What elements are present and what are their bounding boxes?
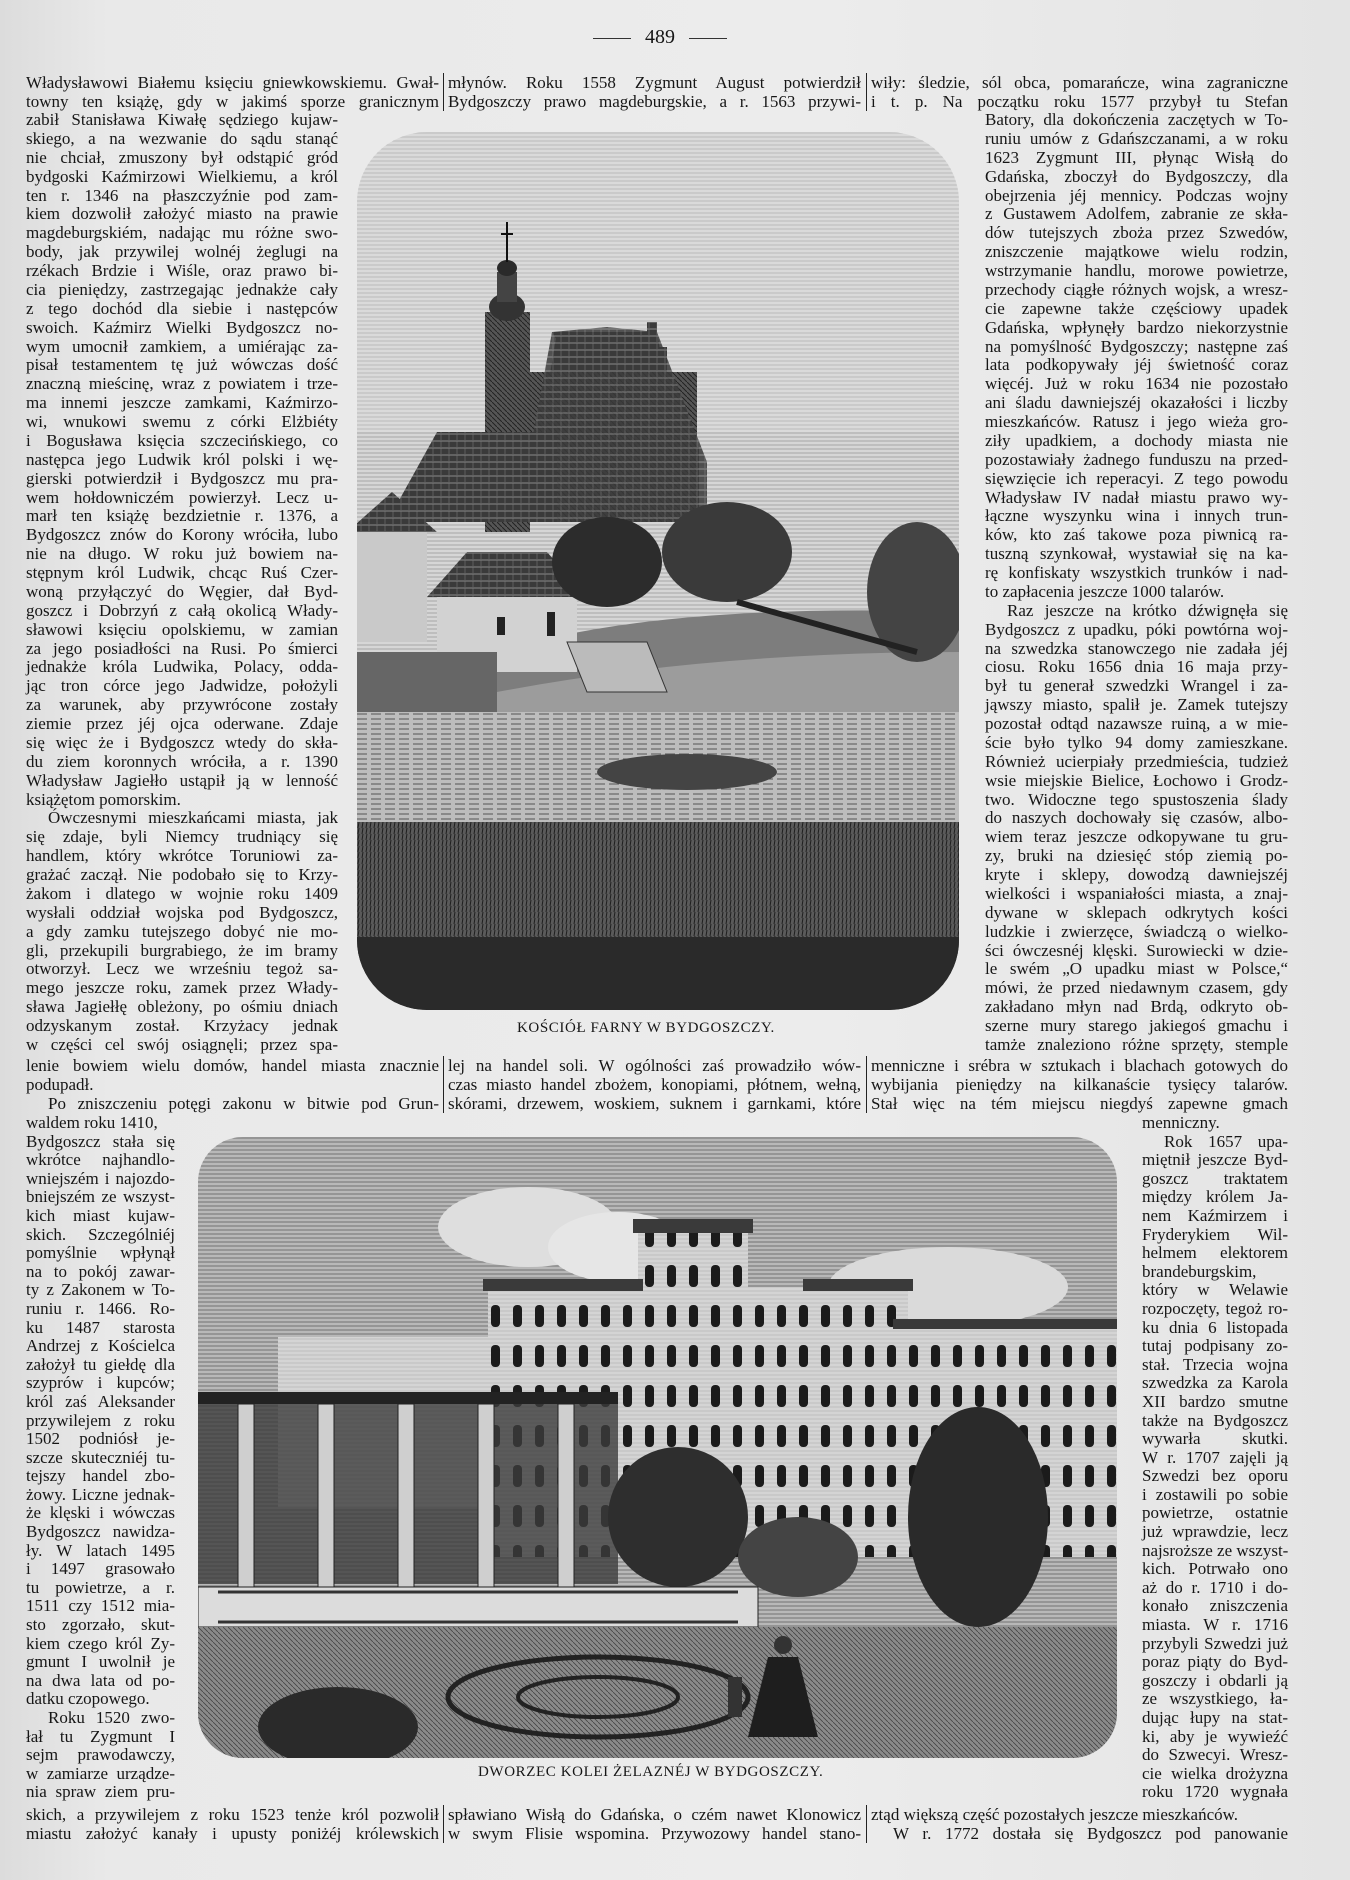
text-line: rę konfiskaty wszystkich trunków i nad- (985, 563, 1288, 582)
text-line: aż do r. 1710 i do- (1142, 1577, 1288, 1597)
text-line: gmunt I uwolnił je (26, 1652, 175, 1672)
text-line: kiem dozwolił założyć miasto na prawie (26, 204, 338, 224)
text-line: następca jego Ludwik król polski i wę- (26, 449, 338, 469)
text-line: i zostawili po sobie (1142, 1484, 1288, 1504)
text-line: stępnym król Ludwik, chcąc Ruś Czer- (26, 563, 338, 582)
dash-left (593, 38, 631, 39)
text-line: Fryderykiem Wil- (1142, 1224, 1288, 1244)
text-line: wsie miejskie Bielice, Łochowo i Grodz- (985, 770, 1288, 790)
text-line: miętnił jeszcze Byd- (1142, 1150, 1288, 1170)
text-line: du ziem koronnych wróciła, a r. 1390 (26, 751, 338, 771)
text-line: W r. 1707 zajęli ją (1142, 1447, 1288, 1467)
text-line: ku 1487 starosta (26, 1317, 175, 1337)
text-line: tu powietrze, a r. (26, 1577, 175, 1597)
text-line: za warunek, aby przywrócone zostały (26, 695, 338, 715)
text-line: łał tu Zygmunt I (26, 1726, 175, 1746)
text-line: spławiano Wisłą do Gdańska, o czém nawet Klonowicz (448, 1805, 861, 1824)
text-line: goszczy i obdarli ją (1142, 1670, 1288, 1690)
text-line: wniejszém i najozdo- (26, 1168, 175, 1188)
text-line: sławowi księciu opolskiemu, w zamian (26, 619, 338, 639)
text-line: to zapłacenia jeszcze 1000 talarów. (985, 581, 1225, 601)
text-line: sięwzięcie ich reperacyi. Z tego powodu (985, 468, 1288, 488)
text-line: ma innemi jeszcze zamkami, Kaźmirzo- (26, 393, 338, 413)
text-line: tejszy handel zbo- (26, 1466, 175, 1486)
text-line: pozostał odtąd nazawsze ruiną, a w mie- (985, 714, 1288, 733)
text-line: szcze skuteczniéj tu- (26, 1447, 175, 1467)
text-line: wstrzymanie handlu, morowe powietrze, (985, 261, 1288, 280)
text-line: podupadł. (26, 1075, 94, 1094)
text-line: pozostawiały żadnego funduszu na przed- (985, 449, 1288, 469)
text-line: kich. Potrwało ono (1142, 1559, 1288, 1579)
text-line: czas miasto handel zbożem, konopiami, płótnem, wełną, (448, 1075, 861, 1094)
text-line: wiły: śledzie, sól obca, pomarańcze, wina zagraniczne (871, 73, 1288, 92)
text-line: ku dnia 6 listopada (1142, 1317, 1288, 1337)
text-line: datku czopowego. (26, 1689, 150, 1709)
text-line: konało zniszczenia (1142, 1596, 1288, 1616)
text-line: nem Kaźmirzem i (1142, 1205, 1288, 1225)
top-right-text (871, 73, 1288, 111)
middle-bottom-text (448, 1805, 861, 1843)
text-line: Bydgoszczy prawo magdeburgskie, a r. 1563 przywi- (448, 92, 861, 111)
text-line: gli, przekupili burgrabiego, że im bramy (26, 940, 338, 960)
text-line: założył tu giełdę dla (26, 1354, 175, 1374)
text-line: cie zapewne także częściowy upadek (985, 298, 1288, 318)
text-line: na pomyślność Bydgoszczy; następne zaś (985, 336, 1288, 356)
text-line: dując łupy na stat- (1142, 1708, 1288, 1727)
text-line: Władysław IV nadał miastu prawo wy- (985, 487, 1288, 507)
left-column-text (26, 111, 338, 1055)
text-line: 1502 podniósł je- (26, 1429, 175, 1449)
left-narrow-text (26, 1114, 175, 1802)
text-line: szerne mury starego jakiegoś gmachu i (985, 1016, 1288, 1035)
text-line: skich, a przywilejem z roku 1523 tenże król pozwolił (26, 1805, 439, 1824)
dash-right (689, 38, 727, 39)
text-line: ków, kto zaś takowe poza piwnicą ra- (985, 525, 1288, 545)
text-line: menniczny. (1142, 1113, 1220, 1132)
text-line: dów tutejszych zboża przez Szwedów, (985, 223, 1288, 243)
text-line: swoich. Kaźmirz Wielki Bydgoszcz no- (26, 317, 338, 337)
text-line: zy, bruki na dziesięć stóp ziemią po- (985, 846, 1288, 866)
text-line: 1511 czy 1512 mia- (26, 1596, 175, 1616)
text-line: nie na długo. W roku już bowiem na- (26, 544, 338, 564)
text-line: handlem, który wkrótce Toruniowi za- (26, 846, 338, 866)
text-line: był tu generał szwedzki Wrangel i za- (985, 676, 1288, 696)
church-engraving (357, 132, 959, 1010)
text-line: żowy. Liczne jednak- (26, 1484, 175, 1504)
column-rule (866, 1056, 867, 1113)
text-line: łączne wyszynku wina i innych trun- (985, 506, 1288, 526)
page-number-text: 489 (645, 26, 675, 48)
text-line: do Szwecyi. Wresz- (1142, 1745, 1288, 1765)
text-line: znaczną mieścinę, wraz z powiatem i trze- (26, 374, 338, 394)
text-line: w części cel swój osiągnęli; przez spa- (26, 1034, 338, 1054)
text-line: goszcz i Dobrzyń z całą okolicą Włady- (26, 600, 338, 620)
text-line: wielkości i wspaniałości miasta, a znaj- (985, 883, 1288, 903)
text-line: jąwszy miasto, spalił je. Zamek tutejszy (985, 695, 1288, 715)
middle-strip-text (448, 1056, 861, 1113)
text-line: który w Welawie (1142, 1280, 1288, 1300)
text-line: wi, wnukowi swemu z córki Elżbiéty (26, 412, 338, 431)
text-line: najsroższe ze wszyst- (1142, 1540, 1289, 1560)
text-line: body, jak przywilej wolnéj żeglugi na (26, 242, 338, 262)
text-line: Gdańska, wpłynęły bardzo niekorzystnie (985, 317, 1288, 337)
text-line: także na Bydgoszcz (1142, 1410, 1288, 1430)
text-line: tutaj podpisany zo- (1142, 1336, 1288, 1356)
text-line: bniejszém ze wszyst- (26, 1187, 175, 1207)
text-line: poraz piąty do Byd- (1142, 1652, 1288, 1672)
text-line: magdeburgskiém, nadając mu różne swo- (26, 223, 338, 243)
text-line: ten r. 1346 na płaszczyźnie pod zam- (26, 185, 338, 205)
text-line: Szwedzi bez oporu (1142, 1466, 1288, 1486)
text-line: jąc tron córce jego Jadwidze, położyli (26, 676, 338, 696)
text-line: ludzkie i zwierzęce, świadczą o wielko- (985, 921, 1288, 941)
text-line: i 1497 grasowało (26, 1559, 175, 1579)
column-rule (866, 1805, 867, 1843)
text-line: młynów. Roku 1558 Zygmunt August potwierdził (448, 73, 861, 92)
text-line: wiem teraz jeszcze odkopywane tu gru- (985, 827, 1288, 847)
text-line: ziły upadkiem, a dochody miasta nie (985, 430, 1288, 450)
text-line: sława Jagiełłę obleżony, po ośmiu dniach (26, 997, 338, 1017)
text-line: miasta. W r. 1716 (1142, 1615, 1288, 1635)
text-line: król zaś Aleksander (26, 1391, 175, 1411)
text-line: żakom i dlatego w wojnie roku 1409 (26, 883, 338, 903)
page-number (570, 26, 750, 49)
text-line: książętom pomorskim. (26, 789, 181, 809)
text-line: goszcz traktatem (1142, 1168, 1288, 1188)
text-line: przywilejem z roku (26, 1410, 175, 1430)
text-line: pomyślnie wpłynął (26, 1243, 175, 1263)
text-line: szyprów i kupców; (26, 1373, 175, 1393)
text-line: szwedzka za Karola (1142, 1373, 1288, 1393)
text-line: w swym Flisie wspomina. Przywozowy handel stano- (448, 1824, 861, 1843)
text-line: le swém „O upadku miast w Polsce,“ (985, 959, 1288, 979)
text-line: i t. p. Na początku roku 1577 przybył tu Stefan (871, 92, 1288, 111)
text-line: lata podkopywały jéj świetność coraz (985, 355, 1288, 375)
text-line: runiu umów z Gdańszczanami, a w roku (985, 128, 1288, 148)
text-line: gierski potwierdził i Bydgoszcz mu pra- (26, 468, 338, 488)
text-line: na to pokój zawar- (26, 1261, 175, 1281)
text-line: tamże znaleziono różne sprzęty, stemple (985, 1034, 1288, 1054)
left-wide-text (26, 1056, 439, 1113)
text-line: waldem roku 1410, (26, 1113, 158, 1132)
text-line: nia spraw ziem pru- (26, 1782, 175, 1802)
text-line: Roku 1520 zwo- (48, 1708, 175, 1727)
text-line: na dwa lata od po- (26, 1670, 175, 1690)
text-line: mówi, że przed niedawnym czasem, gdy (985, 978, 1288, 998)
text-line: Raz jeszcze na krótko dźwignęła się (1007, 600, 1288, 620)
text-line: lej na handel soli. W ogólności zaś prowadziło wów- (448, 1056, 861, 1075)
text-line: Batory, dla dokończenia zaczętych w To- (985, 110, 1288, 129)
text-line: wywarła skutki. (1142, 1429, 1288, 1449)
text-line: się więc że i Bydgoszcz wtedy do skła- (26, 732, 338, 752)
railway-station-engraving (198, 1137, 1117, 1758)
church-caption: KOŚCIÓŁ FARNY W BYDGOSZCZY. (517, 1020, 775, 1036)
text-line: Rok 1657 upa- (1164, 1131, 1288, 1151)
text-line: Również ucierpiały przedmieścia, tudzież (985, 751, 1288, 771)
text-line: Gdańska, zboczył do Bydgoszczy, dla (985, 166, 1288, 186)
text-line: mieszkańców. Ratusz i jego wieża gro- (985, 412, 1288, 431)
text-line: Stał więc na tém miejscu niegdyś zapewne gmach (871, 1094, 1288, 1113)
text-line: ty z Zakonem w To- (26, 1280, 175, 1300)
text-line: runiu r. 1466. Ro- (26, 1298, 175, 1318)
text-line: XII bardzo smutne (1142, 1391, 1288, 1411)
text-line: do naszych dochowały się czasów, albo- (985, 808, 1288, 828)
text-line: helmem elektorem (1142, 1243, 1288, 1263)
text-line: z Gustawem Adolfem, zabranie ze skła- (985, 204, 1288, 224)
text-line: wybijania pieniędzy na kilkanaście tysięcy talarów. (871, 1075, 1288, 1094)
text-line: za jego posiadłości na Rusi. Po śmierci (26, 638, 338, 658)
text-line: ztąd większą część pozostałych jeszcze mieszkańców. (871, 1805, 1239, 1824)
text-line: wkrótce najhandlo- (26, 1150, 175, 1170)
text-line: obejrzenia jéj mennicy. Podczas wojny (985, 185, 1288, 205)
text-line: otworzył. Lecz we wrześniu tegoż sa- (26, 959, 338, 979)
text-line: rzékach Brdzie i Wiśle, oraz prawo bi- (26, 261, 338, 280)
text-line: marł ten książę bezdzietnie r. 1376, a (26, 506, 338, 526)
station-caption: DWORZEC KOLEI ŻELAZNÉJ W BYDGOSZCZY. (478, 1764, 824, 1780)
text-line: ziemie przez jéj ojca oderwane. Zdaje (26, 714, 338, 733)
text-line: 1623 Zygmunt III, płynąc Wisłą do (985, 147, 1288, 167)
text-line: tuszną szynkował, wystawiał się na ka- (985, 544, 1288, 564)
text-line: na szwedzka stanowczego nie zadała jéj (985, 638, 1288, 658)
column-rule (866, 73, 867, 111)
text-line: mego jeszcze roku, zamek przez Włady- (26, 978, 338, 998)
text-line: Po zniszczeniu potęgi zakonu w bitwie pod Grun- (48, 1094, 439, 1113)
text-line: jednakże króla Ludwika, Polacy, odda- (26, 657, 338, 677)
text-line: Bydgoszcz znów do Korony wróciła, lubo (26, 525, 338, 545)
text-line: Bydgoszcz stała się (26, 1131, 175, 1151)
text-line: kryte i sklepy, dowodzą dawniejszéj (985, 865, 1288, 884)
text-line: Bydgoszcz nawidza- (26, 1522, 175, 1542)
text-line: lenie bowiem wielu domów, handel miasta znacznie (26, 1056, 439, 1075)
text-line: że klęski i wówczas (26, 1503, 175, 1523)
text-line: Władysław Jagiełło ustąpił ją w lenność (26, 770, 338, 790)
text-line: kich miast kujaw- (26, 1205, 175, 1225)
text-line: dywane w sklepach odkrytych kości (985, 902, 1288, 922)
text-line: towny ten książę, gdy w jakimś sporze granicznym (26, 92, 439, 111)
text-line: Ówczesnymi mieszkańcami miasta, jak (48, 808, 338, 828)
text-line: powietrze, ostatnie (1142, 1503, 1288, 1523)
column-rule (443, 73, 444, 111)
text-line: ciosu. Roku 1656 dnia 16 maja przy- (985, 657, 1288, 677)
text-line: i Bogusława księcia szczecińskiego, co (26, 430, 338, 450)
text-line: Andrzej z Kościelca (26, 1336, 175, 1356)
text-line: grażać zaczął. Nie podobało się to Krzy- (26, 865, 338, 884)
text-line: stał. Trzecia wojna (1142, 1354, 1288, 1374)
text-line: ki, aby je wywieźć (1142, 1726, 1288, 1746)
text-line: się zdaje, byli Niemcy trudniący się (26, 827, 338, 847)
text-line: wysłali oddział wojska pod Bydgoszcz, (26, 902, 338, 922)
text-line: kiem czego król Zy- (26, 1633, 175, 1653)
text-line: wym umocnił zamkiem, a umiérając za- (26, 336, 338, 356)
text-line: przechody ciągłe różnych wojsk, a wresz- (985, 279, 1288, 299)
text-line: brandeburgskim, (1142, 1261, 1257, 1281)
text-line: Władysławowi Białemu księciu gniewkowskiemu. Gwał- (26, 73, 439, 92)
text-line: z tego dochód dla siebie i następców (26, 298, 338, 318)
text-line: cie wielka drożyzna (1142, 1763, 1288, 1783)
text-line: sejm prawodawczy, (26, 1745, 175, 1765)
right-wide-text (871, 1056, 1288, 1113)
text-line: między królem Ja- (1142, 1187, 1288, 1207)
right-narrow-text (1142, 1114, 1288, 1802)
text-line: ani śladu dawniejszéj okazałości i liczby (985, 393, 1288, 413)
left-bottom-text (26, 1805, 439, 1843)
text-line: w zamiarze urządze- (26, 1763, 175, 1783)
text-line: cia pieniędzy, zastrzegając jednakże cały (26, 279, 338, 299)
text-line: przybyli Szwedzi już (1142, 1633, 1288, 1653)
text-line: ście było tylko 94 domy zamieszkane. (985, 732, 1288, 752)
text-line: pisał testamentem tę już wówczas dość (26, 355, 338, 375)
text-line: miastu założyć kanały i upusty poniżéj królewskich (26, 1824, 439, 1843)
text-line: wem hołdowniczém powierzył. Lecz u- (26, 487, 338, 507)
right-column-text (985, 111, 1288, 1055)
text-line: skich. Szczególniéj (26, 1224, 175, 1244)
text-line: woną przyłączyć do Węgier, dał Byd- (26, 581, 338, 601)
text-line: ze wszystkiego, ła- (1142, 1689, 1288, 1709)
right-bottom-text (871, 1805, 1288, 1843)
text-line: nie chciał, zmuszony był odstąpić gród (26, 147, 338, 167)
top-middle-text (448, 73, 861, 111)
top-left-text (26, 73, 439, 111)
text-line: ści ówczesnéj klęski. Surowiecki w dzie- (985, 940, 1288, 960)
text-line: roku 1720 wygnała (1142, 1782, 1288, 1802)
text-line: W r. 1772 dostała się Bydgoszcz pod panowanie (893, 1824, 1288, 1843)
text-line: więcéj. Już w roku 1634 nie pozostało (985, 374, 1288, 394)
text-line: Bydgoszcz z upadku, póki powtórna woj- (985, 619, 1288, 639)
column-rule (443, 1805, 444, 1843)
text-line: skiego, a na wezwanie do sądu stanąć (26, 128, 338, 148)
text-line: zabił Stanisława Kiwałę sędziego kujaw- (26, 110, 338, 129)
text-line: rozpoczęty, tegoż ro- (1142, 1298, 1288, 1318)
text-line: już wprawdzie, lecz (1142, 1522, 1288, 1542)
text-line: bydgoski Kaźmirzowi Wielkiemu, a król (26, 166, 338, 186)
text-line: ły. W latach 1495 (26, 1540, 175, 1560)
column-rule (443, 1056, 444, 1113)
text-line: a gdy zamku tutejszego dobyć nie mo- (26, 921, 338, 941)
text-line: menniczne i srébra w sztukach i blachach gotowych do (871, 1056, 1288, 1075)
text-line: sto zgorzało, skut- (26, 1615, 175, 1635)
text-line: zniszczenie majątkowe wielu rodzin, (985, 242, 1288, 262)
text-line: zakładano młyn nad Brdą, odkryto ob- (985, 997, 1288, 1017)
text-line: two. Widoczne tego spustoszenia ślady (985, 789, 1288, 809)
text-line: odzyskanym został. Krzyżacy jednak (26, 1016, 338, 1035)
text-line: skórami, drzewem, woskiem, suknem i garnkami, które (448, 1094, 861, 1113)
